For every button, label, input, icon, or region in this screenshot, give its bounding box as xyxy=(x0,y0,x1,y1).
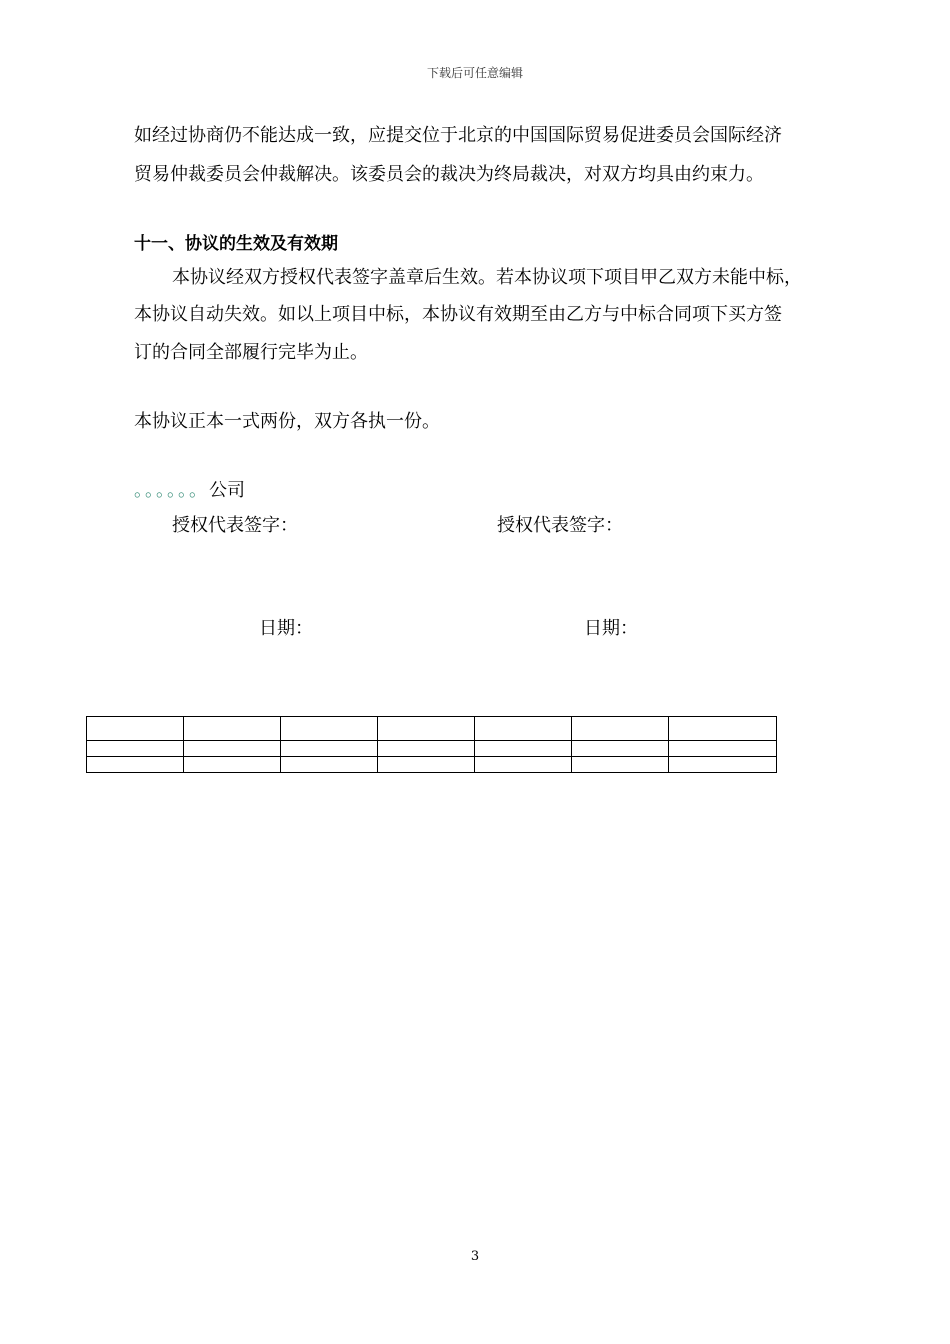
table-cell xyxy=(281,757,378,773)
company-name-placeholder: 。。。。。。 xyxy=(134,480,209,501)
section-11-title: 十一、协议的生效及有效期 xyxy=(134,234,338,254)
table-cell xyxy=(184,757,281,773)
table-row xyxy=(87,741,777,757)
table-cell xyxy=(475,757,572,773)
company-suffix: 公司 xyxy=(209,480,245,501)
table-row xyxy=(87,757,777,773)
table-cell xyxy=(572,757,669,773)
table-cell xyxy=(87,717,184,741)
company-name-line xyxy=(134,479,245,503)
table-cell xyxy=(281,717,378,741)
table-cell xyxy=(572,717,669,741)
empty-table xyxy=(86,716,777,773)
section-11-line-1: 本协议经双方授权代表签字盖章后生效。若本协议项下项目甲乙双方未能中标， xyxy=(172,267,802,288)
table-cell xyxy=(572,741,669,757)
table-cell xyxy=(669,717,777,741)
table-cell xyxy=(669,757,777,773)
table-cell xyxy=(475,741,572,757)
left-signature-label: 授权代表签字： xyxy=(172,515,298,536)
table-cell xyxy=(669,741,777,757)
table-cell xyxy=(87,757,184,773)
section-11-line-2: 本协议自动失效。如以上项目中标，本协议有效期至由乙方与中标合同项下买方签 xyxy=(134,304,782,325)
section-11-line-3: 订的合同全部履行完毕为止。 xyxy=(134,342,368,363)
page-header: 下载后可任意编辑 xyxy=(426,66,523,80)
table-cell xyxy=(184,717,281,741)
left-date-label: 日期： xyxy=(259,618,313,639)
table-cell xyxy=(184,741,281,757)
right-date-label: 日期： xyxy=(584,618,638,639)
page-number: 3 xyxy=(470,1249,480,1264)
arbitration-line-1: 如经过协商仍不能达成一致，应提交位于北京的中国国际贸易促进委员会国际经济 xyxy=(134,125,782,146)
table-cell xyxy=(378,757,475,773)
table-row xyxy=(87,717,777,741)
table-cell xyxy=(87,741,184,757)
right-signature-label: 授权代表签字： xyxy=(497,515,623,536)
arbitration-line-2: 贸易仲裁委员会仲裁解决。该委员会的裁决为终局裁决，对双方均具由约束力。 xyxy=(134,164,764,185)
table-cell xyxy=(281,741,378,757)
table-cell xyxy=(378,717,475,741)
copies-statement: 本协议正本一式两份，双方各执一份。 xyxy=(134,411,440,432)
table-cell xyxy=(475,717,572,741)
table-cell xyxy=(378,741,475,757)
